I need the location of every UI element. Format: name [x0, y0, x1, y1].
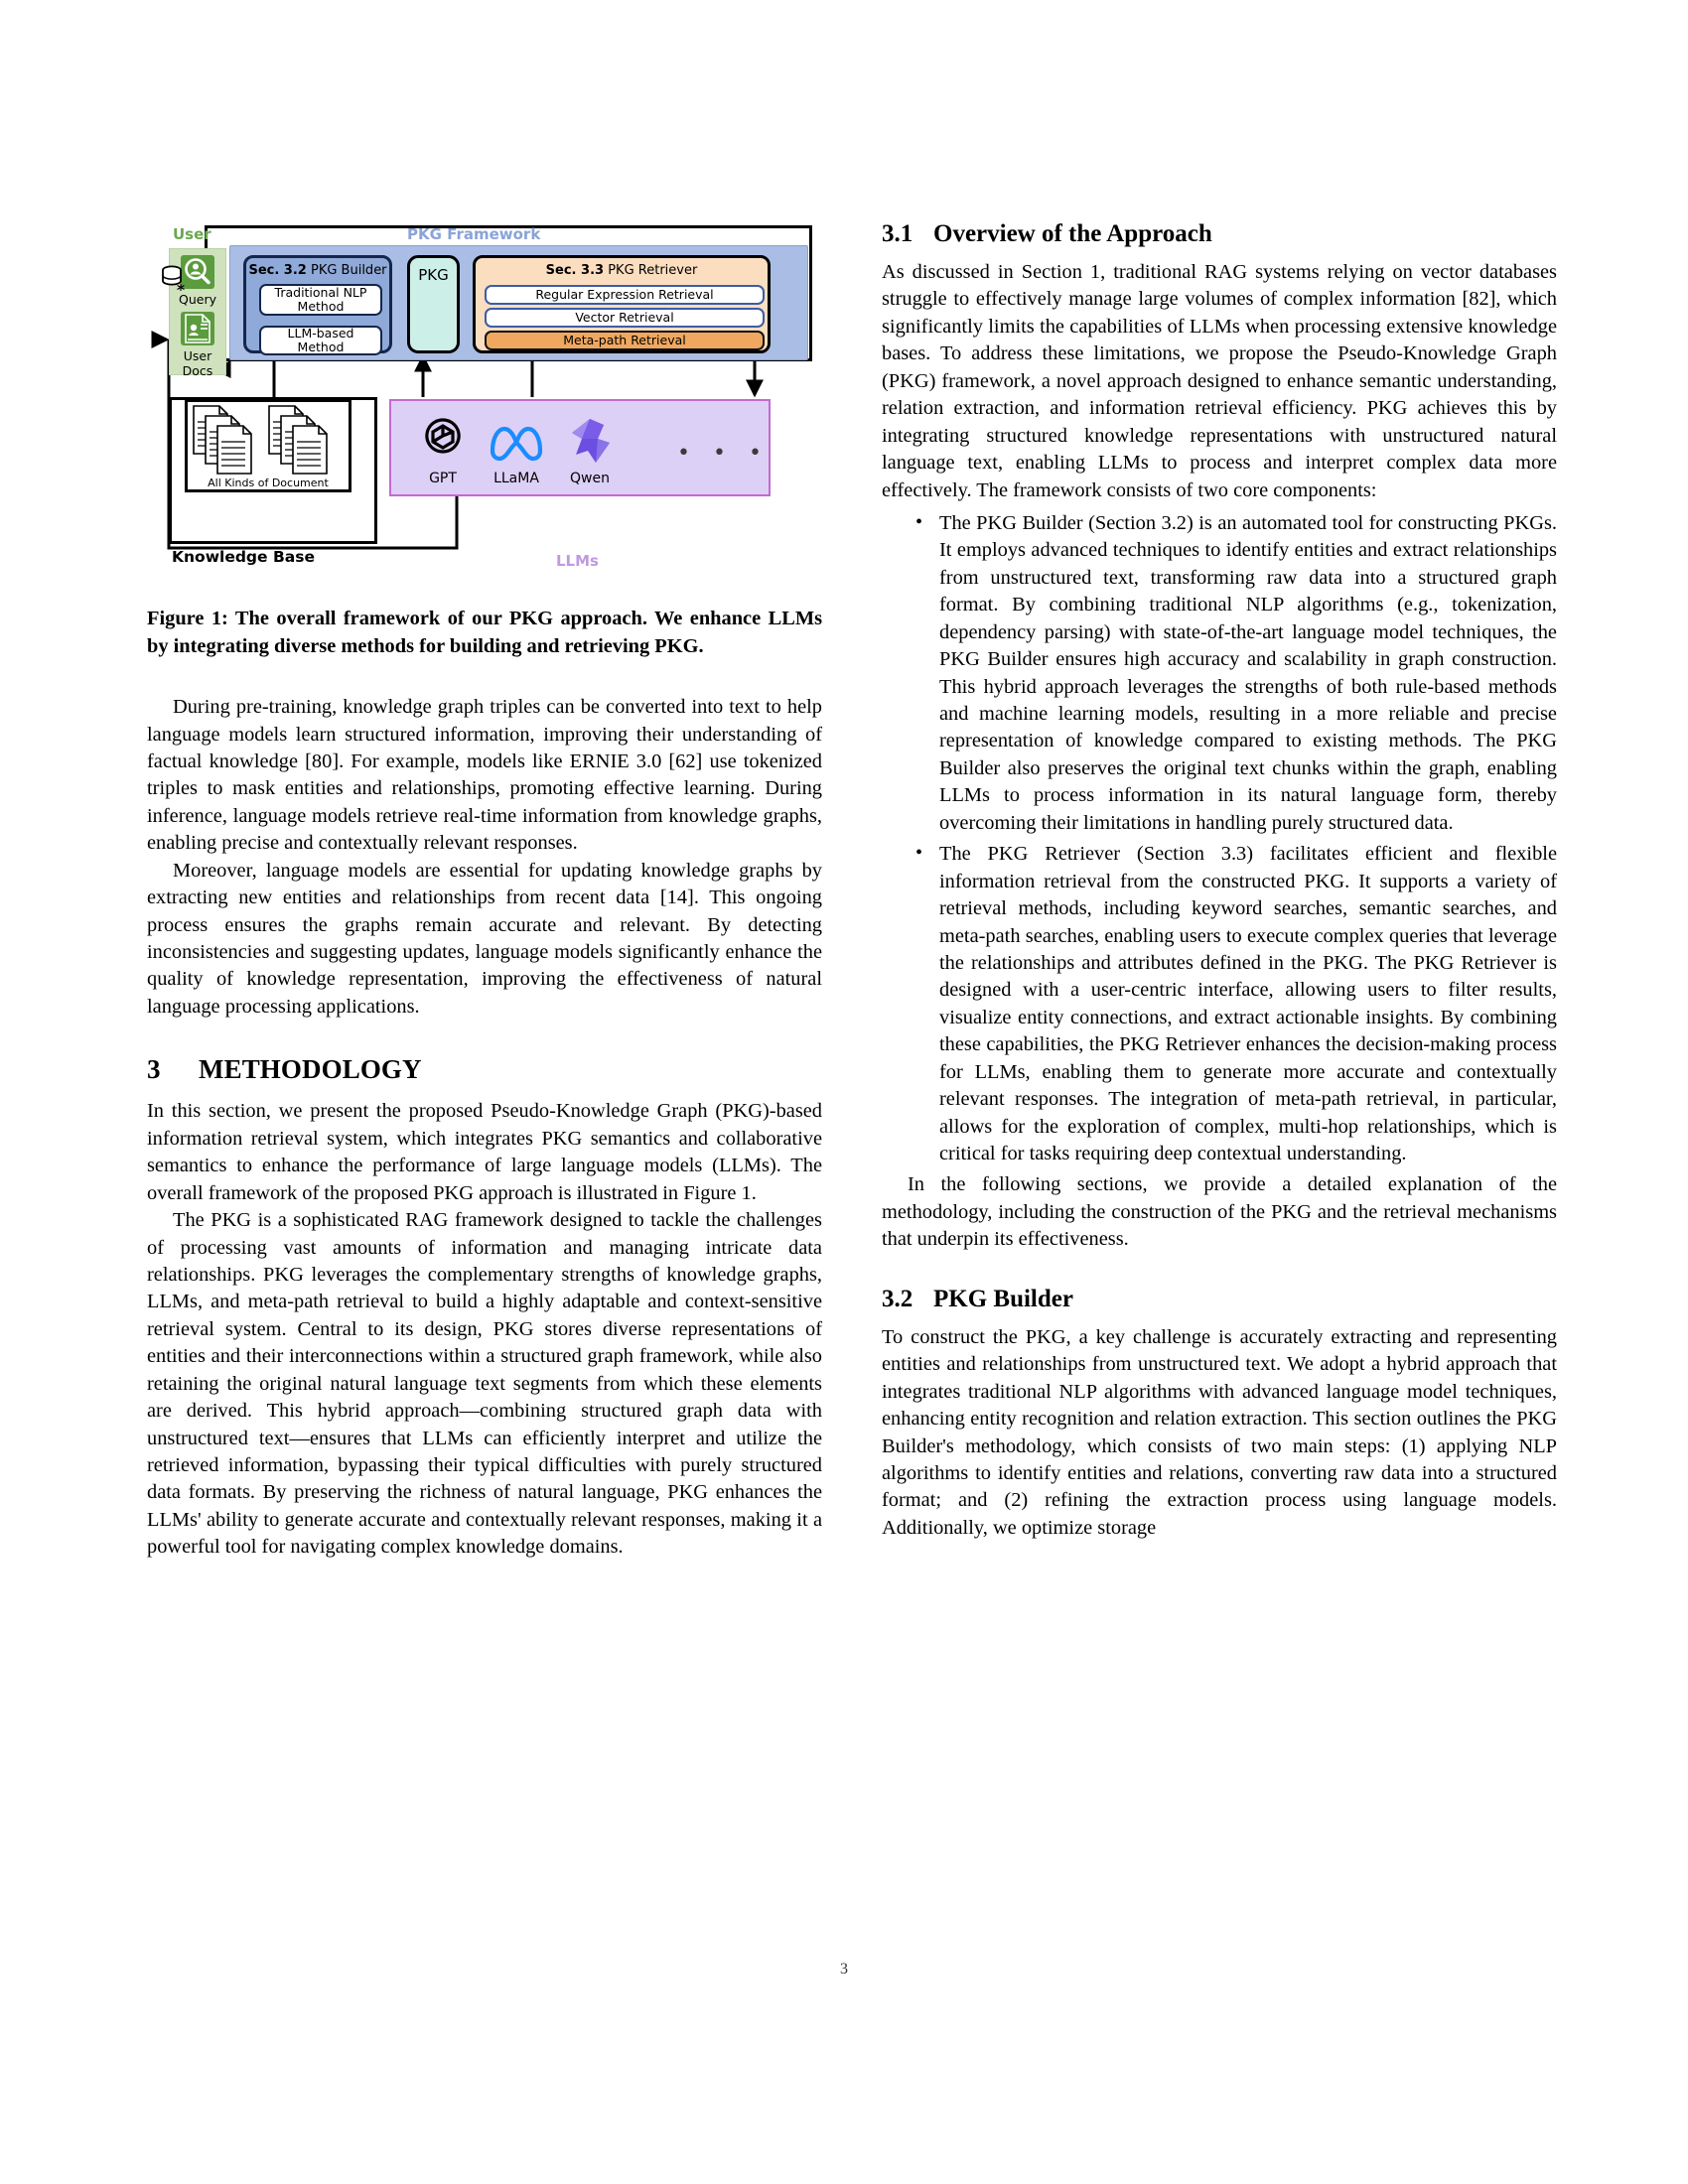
- figure-1-diagram: [147, 220, 822, 578]
- llms-ellipsis: • • •: [677, 441, 770, 466]
- pkg-store-box: [407, 255, 460, 353]
- pkg-retriever-name: PKG Retriever: [608, 263, 698, 278]
- user-label: User: [173, 225, 211, 243]
- paragraph-overview-intro: As discussed in Section 1, traditional RAG systems relying on vector databases struggle to effectively manage large volumes of complex information [82], which significantly limits the capabilities of LLMs when processing extensive knowledge bases. To address these limitations, we propose the Pseudo-Knowledge Graph (PKG) framework, a novel approach designed to enhance semantic understanding, relation extraction, and information retrieval efficiency. PKG achieves this by integrating structured knowledge representations with unstructured natural language text, enabling LLMs to process and interpret complex data more effectively. The framework consists of two core components:: [882, 261, 1557, 501]
- section-3-1-number: 3.1: [882, 220, 914, 247]
- page-number: 3: [840, 1961, 848, 1978]
- llms-label: LLMs: [556, 552, 599, 570]
- core-components-list: [882, 510, 1557, 1168]
- pkg-retriever-sec: Sec. 3.3: [545, 263, 605, 278]
- section-3-number: 3: [147, 1054, 161, 1085]
- pkg-retriever-box: [473, 255, 771, 353]
- qwen-label: Qwen: [570, 471, 610, 486]
- two-column-layout: [147, 220, 1557, 1562]
- llama-label: LLaMA: [493, 471, 539, 486]
- paragraph-pkg-rag-framework: The PKG is a sophisticated RAG framework designed to tackle the challenges of processing vast amounts of information and managing intricate data relationships. PKG leverages the complementary strengths of knowledge graphs, LLMs, and meta-path retrieval to build a highly adaptable and context-sensitive retrieval system. Central to its design, PKG stores diverse representations of entities and their interconnections within a structured graph framework, while also retaining the original natural language text segments from which these elements are derived. This hybrid approach—combining structured graph data with unstructured text—ensures that LLMs can efficiently interpret and utilize the retrieved information, bypassing their typical difficulties with purely structured data formats. By preserving the richness of natural language, PKG enhances the LLMs' ability to generate accurate and contextually relevant responses, making it a powerful tool for navigating complex knowledge domains.: [147, 1209, 822, 1559]
- knowledge-base-caption: All Kinds of Document: [208, 477, 329, 489]
- paragraph-moreover: Moreover, language models are essential for updating knowledge graphs by extracting new entities and relationships from recent data [14]. This ongoing process ensures the graphs remain accurate and relevant. By detecting inconsistencies and suggesting updates, language models significantly enhance the quality of knowledge representation, improving the effectiveness of natural language processing applications.: [147, 859, 822, 1018]
- right-column: [882, 220, 1557, 1562]
- pkg-builder-name: PKG Builder: [310, 263, 387, 278]
- pkg-retriever-title: [476, 263, 768, 278]
- pkg-store-title: PKG: [418, 266, 449, 284]
- user-docs-label-line1: User: [183, 348, 212, 363]
- section-3-2-heading: [882, 1286, 1557, 1313]
- traditional-nlp-method-box: Traditional NLP Method: [259, 284, 382, 316]
- gpt-logo-item: [403, 415, 483, 486]
- llama-logo-item: [477, 415, 556, 486]
- left-column: [147, 220, 822, 1562]
- regular-expression-retrieval-box: Regular Expression Retrieval: [485, 285, 765, 305]
- pkg-builder-title: [246, 263, 389, 278]
- vector-retrieval-box: Vector Retrieval: [485, 308, 765, 328]
- pkg-builder-sec: Sec. 3.2: [248, 263, 307, 278]
- database-icon: [161, 264, 187, 294]
- qwen-icon: [550, 415, 630, 467]
- query-label: Query: [179, 292, 216, 307]
- paragraph-pretraining: During pre-training, knowledge graph triples can be converted into text to help language models learn structured information, improving their understanding of factual knowledge [80]. For example, models like ERNIE 3.0 [62] use tokenized triples to mask entities and relationships, promoting effective learning. During inference, language models retrieve real-time information from knowledge graphs, enabling precise and contextually relevant responses.: [147, 696, 822, 855]
- meta-path-retrieval-box: Meta-path Retrieval: [485, 331, 765, 350]
- paragraph-methodology-intro: In this section, we present the proposed Pseudo-Knowledge Graph (PKG)-based information retrieval system, which integrates PKG semantics and collaborative semantics to enhance the performance of large language models (LLMs). The overall framework of the proposed PKG approach is illustrated in Figure 1.: [147, 1100, 822, 1204]
- pkg-builder-box: [243, 255, 392, 353]
- section-3-title: METHODOLOGY: [199, 1054, 422, 1085]
- llm-based-method-box: LLM-based Method: [259, 326, 382, 355]
- list-item: • The PKG Builder (Section 3.2) is an automated tool for constructing PKGs. It employs advanced techniques to identify entities and extract relationships from unstructured text, transforming raw data into a structured graph format. By combining traditional NLP algorithms (e.g., tokenization, dependency parsing) with state-of-the-art language model techniques, the PKG Builder ensures high accuracy and scalability in graph construction. This hybrid approach leverages the strengths of both rule-based methods and machine learning models, resulting in a more reliable and precise representation of knowledge compared to existing methods. The PKG Builder also preserves the original text chunks within the graph, enabling LLMs to process information in its natural language form, thereby overcoming their limitations in handling purely structured data.: [915, 510, 1557, 837]
- section-3-heading: [147, 1054, 822, 1085]
- gpt-label: GPT: [429, 471, 457, 486]
- user-docs-label-line2: Docs: [182, 363, 213, 378]
- qwen-logo-item: [550, 415, 630, 486]
- paragraph-pkg-builder: To construct the PKG, a key challenge is accurately extracting and representing entities and relationships from unstructured text. We adopt a hybrid approach that integrates traditional NLP algorithms with advanced language model techniques, enhancing entity recognition and relation extraction. This section outlines the PKG Builder's methodology, which consists of two main steps: (1) applying NLP algorithms to identify entities and relations, converting raw data into a structured format; and (2) refining the extraction process using language models. Additionally, we optimize storage: [882, 1325, 1557, 1539]
- figure-1-caption: Figure 1: The overall framework of our PKG approach. We enhance LLMs by integrating diverse methods for building and retrieving PKG.: [147, 608, 822, 657]
- paragraph-following-sections: In the following sections, we provide a detailed explanation of the methodology, including the construction of the PKG and the retrieval mechanisms that underpin its effectiveness.: [882, 1173, 1557, 1251]
- knowledge-base-label: Knowledge Base: [172, 548, 315, 566]
- document-user-icon: [181, 312, 214, 345]
- section-3-2-title: PKG Builder: [933, 1285, 1073, 1312]
- section-3-2-number: 3.2: [882, 1285, 914, 1312]
- meta-icon: [477, 415, 556, 467]
- list-item: • The PKG Retriever (Section 3.3) facilitates efficient and flexible information retrieval from the constructed PKG. It supports a variety of retrieval methods, including keyword searches, semantic searches, and meta-path searches, enabling users to execute complex queries that leverage the relationships and attributes defined in the PKG. The PKG Retriever is designed with a user-centric interface, allowing users to filter results, visualize entity connections, and extract actionable insights. By combining these capabilities, the PKG Retriever enhances the decision-making process for LLMs, enabling them to generate more accurate and contextually relevant responses. The integration of meta-path retrieval, in particular, allows for the exploration of complex, multi-hop relationships, which is critical for tasks requiring deep contextual understanding.: [915, 841, 1557, 1167]
- pkg-framework-label: PKG Framework: [407, 225, 541, 243]
- section-3-1-title: Overview of the Approach: [933, 220, 1212, 247]
- section-3-1-heading: [882, 220, 1557, 248]
- openai-icon: [403, 415, 483, 467]
